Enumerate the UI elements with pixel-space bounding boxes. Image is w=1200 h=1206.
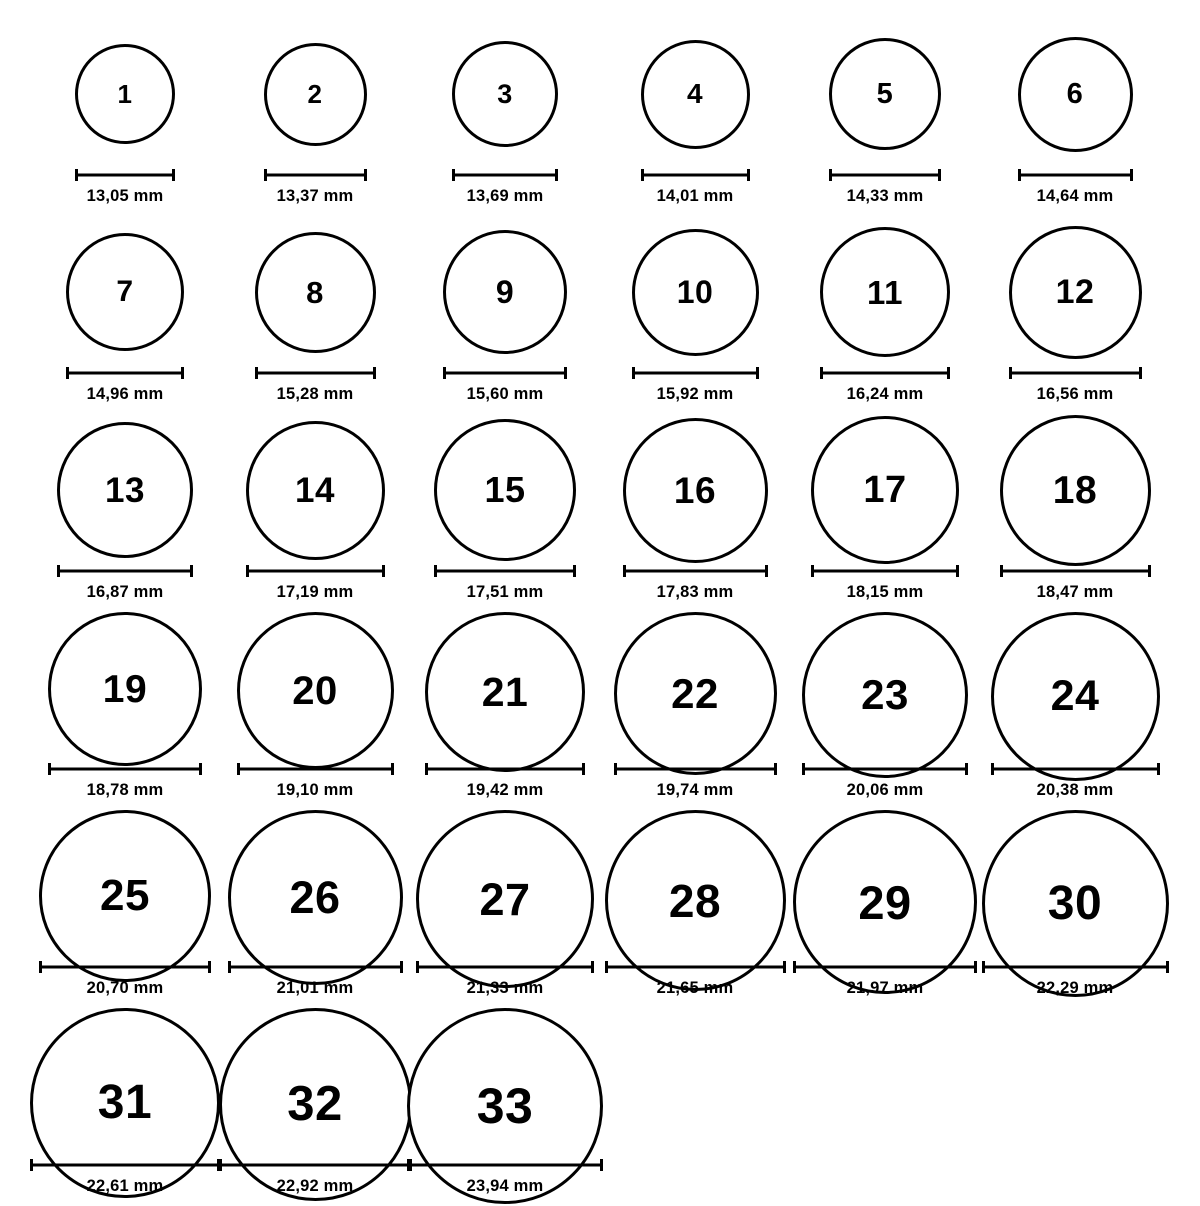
measure-cap-right <box>208 961 211 973</box>
measure-line <box>605 966 786 969</box>
measure-cap-left <box>605 961 608 973</box>
measure-cap-right <box>1148 565 1151 577</box>
measure-cap-left <box>66 367 69 379</box>
measure-cap-left <box>991 763 994 775</box>
measure-line <box>452 174 558 177</box>
measure-line <box>802 768 968 771</box>
ring-diameter-label: 14,33 mm <box>846 187 924 205</box>
ring-diameter-label: 13,69 mm <box>466 187 544 205</box>
measure-cap-right <box>172 169 175 181</box>
ring-size-label: 33 <box>476 1078 534 1134</box>
ring-diameter-label: 14,01 mm <box>656 187 734 205</box>
ring-measure-group <box>30 367 220 404</box>
ring-diameter-label: 18,15 mm <box>846 583 924 601</box>
measure-line <box>57 570 193 573</box>
ring-size-cell <box>980 612 1170 810</box>
ring-size-label: 30 <box>1047 876 1103 930</box>
measure-line <box>1018 174 1133 177</box>
ring-measure-group <box>30 565 220 602</box>
measure-bar-icon <box>66 367 184 379</box>
ring-diameter-label: 13,05 mm <box>86 187 164 205</box>
ring-size-cell <box>410 18 600 216</box>
measure-cap-left <box>1018 169 1021 181</box>
measure-line <box>991 768 1160 771</box>
measure-bar-icon <box>30 1159 220 1171</box>
measure-line <box>1009 372 1142 375</box>
measure-line <box>219 1164 412 1167</box>
measure-line <box>443 372 567 375</box>
measure-cap-right <box>974 961 977 973</box>
measure-line <box>982 966 1169 969</box>
ring-size-label: 18 <box>1052 468 1098 512</box>
measure-cap-left <box>632 367 635 379</box>
ring-diameter-label: 22,92 mm <box>276 1177 354 1195</box>
ring-size-cell <box>980 216 1170 414</box>
measure-cap-left <box>255 367 258 379</box>
measure-line <box>434 570 576 573</box>
ring-diameter-label: 14,96 mm <box>86 385 164 403</box>
ring-diameter-label: 16,56 mm <box>1036 385 1114 403</box>
measure-line <box>255 372 376 375</box>
ring-circle <box>452 41 558 147</box>
measure-cap-right <box>573 565 576 577</box>
ring-measure-group <box>980 961 1170 998</box>
ring-measure-group <box>410 367 600 404</box>
ring-measure-group <box>600 367 790 404</box>
ring-measure-group <box>220 1159 410 1196</box>
ring-size-cell <box>410 1008 600 1206</box>
measure-line <box>811 570 959 573</box>
ring-diameter-label: 20,70 mm <box>86 979 164 997</box>
measure-line <box>829 174 941 177</box>
ring-size-label: 20 <box>292 668 338 713</box>
ring-size-label: 31 <box>97 1076 153 1129</box>
ring-diameter-label: 20,06 mm <box>846 781 924 799</box>
measure-cap-right <box>600 1159 603 1171</box>
measure-cap-right <box>756 367 759 379</box>
ring-circle <box>829 38 941 150</box>
ring-size-cell <box>980 414 1170 612</box>
ring-size-cell <box>220 1008 410 1206</box>
measure-cap-right <box>783 961 786 973</box>
ring-circle <box>641 40 750 149</box>
ring-measure-group <box>600 565 790 602</box>
ring-size-label: 22 <box>671 669 719 717</box>
ring-size-cell <box>410 414 600 612</box>
measure-line <box>632 372 759 375</box>
measure-line <box>425 768 585 771</box>
measure-cap-left <box>246 565 249 577</box>
measure-cap-left <box>407 1159 410 1171</box>
measure-bar-icon <box>75 169 175 181</box>
measure-cap-left <box>452 169 455 181</box>
ring-circle <box>39 810 211 982</box>
ring-circle <box>614 612 777 775</box>
ring-measure-group <box>220 961 410 998</box>
ring-size-label: 11 <box>867 273 903 311</box>
ring-diameter-label: 15,28 mm <box>276 385 354 403</box>
ring-circle <box>48 612 202 766</box>
measure-bar-icon <box>982 961 1169 973</box>
ring-size-cell <box>980 810 1170 1008</box>
ring-size-cell <box>790 810 980 1008</box>
ring-measure-group <box>410 169 600 206</box>
ring-diameter-label: 19,42 mm <box>466 781 544 799</box>
ring-size-cell <box>980 18 1170 216</box>
measure-line <box>1000 570 1151 573</box>
measure-bar-icon <box>632 367 759 379</box>
measure-cap-right <box>555 169 558 181</box>
ring-size-cell <box>600 414 790 612</box>
ring-measure-group <box>790 961 980 998</box>
ring-size-label: 21 <box>481 668 529 715</box>
ring-diameter-label: 19,74 mm <box>656 781 734 799</box>
ring-circle <box>820 227 950 357</box>
ring-diameter-label: 22,61 mm <box>86 1177 164 1195</box>
ring-size-label: 4 <box>686 78 704 109</box>
ring-circle <box>1009 226 1142 359</box>
measure-bar-icon <box>1000 565 1151 577</box>
ring-circle <box>623 418 768 563</box>
measure-cap-right <box>1157 763 1160 775</box>
ring-size-cell <box>600 612 790 810</box>
ring-circle <box>1018 37 1133 152</box>
measure-line <box>820 372 950 375</box>
ring-size-label: 1 <box>117 79 133 109</box>
measure-bar-icon <box>219 1159 412 1171</box>
measure-bar-icon <box>811 565 959 577</box>
ring-circle <box>425 612 585 772</box>
ring-diameter-label: 13,37 mm <box>276 187 354 205</box>
ring-circle <box>57 422 193 558</box>
measure-line <box>641 174 750 177</box>
ring-measure-group <box>980 763 1170 800</box>
measure-cap-left <box>793 961 796 973</box>
measure-bar-icon <box>443 367 567 379</box>
measure-cap-right <box>747 169 750 181</box>
ring-size-label: 15 <box>484 469 526 510</box>
ring-diameter-label: 14,64 mm <box>1036 187 1114 205</box>
ring-size-cell <box>790 18 980 216</box>
measure-cap-right <box>1139 367 1142 379</box>
ring-circle <box>443 230 567 354</box>
ring-size-label: 14 <box>295 470 335 510</box>
ring-circle <box>264 43 367 146</box>
measure-cap-left <box>820 367 823 379</box>
measure-line <box>623 570 768 573</box>
ring-measure-group <box>220 169 410 206</box>
ring-measure-group <box>30 763 220 800</box>
measure-cap-right <box>1130 169 1133 181</box>
measure-cap-right <box>938 169 941 181</box>
measure-line <box>407 1164 603 1167</box>
ring-size-label: 10 <box>676 274 714 310</box>
measure-cap-right <box>391 763 394 775</box>
measure-line <box>66 372 184 375</box>
ring-size-label: 3 <box>497 78 513 109</box>
ring-size-label: 5 <box>876 77 894 110</box>
measure-cap-left <box>416 961 419 973</box>
measure-bar-icon <box>57 565 193 577</box>
ring-diameter-label: 21,01 mm <box>276 979 354 997</box>
ring-measure-group <box>600 961 790 998</box>
ring-measure-group <box>790 367 980 404</box>
ring-size-label: 7 <box>116 275 134 308</box>
measure-cap-left <box>811 565 814 577</box>
ring-size-cell <box>220 810 410 1008</box>
ring-diameter-label: 21,65 mm <box>656 979 734 997</box>
measure-cap-right <box>190 565 193 577</box>
ring-circle <box>811 416 959 564</box>
measure-cap-left <box>39 961 42 973</box>
ring-measure-group <box>410 1159 600 1196</box>
ring-size-label: 19 <box>102 667 148 711</box>
ring-diameter-label: 16,87 mm <box>86 583 164 601</box>
ring-size-cell <box>30 414 220 612</box>
ring-circle <box>237 612 394 769</box>
measure-cap-right <box>364 169 367 181</box>
ring-size-cell <box>30 1008 220 1206</box>
measure-cap-left <box>802 763 805 775</box>
measure-cap-right <box>382 565 385 577</box>
ring-size-cell <box>30 612 220 810</box>
ring-measure-group <box>980 169 1170 206</box>
ring-circle <box>434 419 576 561</box>
measure-cap-left <box>982 961 985 973</box>
ring-size-label: 27 <box>479 873 531 925</box>
measure-bar-icon <box>237 763 394 775</box>
ring-size-cell <box>600 216 790 414</box>
ring-size-label: 16 <box>673 469 717 511</box>
measure-cap-left <box>425 763 428 775</box>
measure-cap-left <box>434 565 437 577</box>
measure-bar-icon <box>829 169 941 181</box>
ring-size-label: 9 <box>495 274 515 310</box>
measure-line <box>614 768 777 771</box>
ring-size-label: 26 <box>289 872 341 923</box>
ring-measure-group <box>600 169 790 206</box>
ring-measure-group <box>790 565 980 602</box>
ring-size-cell <box>220 216 410 414</box>
ring-circle <box>228 810 403 985</box>
ring-size-cell <box>410 810 600 1008</box>
ring-circle <box>75 44 175 144</box>
ring-circle <box>802 612 968 778</box>
measure-cap-right <box>1166 961 1169 973</box>
ring-size-cell <box>220 612 410 810</box>
ring-diameter-label: 23,94 mm <box>466 1177 544 1195</box>
measure-cap-right <box>373 367 376 379</box>
ring-size-cell <box>410 612 600 810</box>
measure-line <box>39 966 211 969</box>
measure-cap-right <box>765 565 768 577</box>
measure-cap-right <box>564 367 567 379</box>
ring-measure-group <box>220 367 410 404</box>
ring-size-cell <box>30 216 220 414</box>
ring-size-cell <box>790 216 980 414</box>
measure-cap-right <box>582 763 585 775</box>
ring-diameter-label: 15,92 mm <box>656 385 734 403</box>
ring-circle <box>66 233 184 351</box>
measure-cap-left <box>219 1159 222 1171</box>
measure-line <box>246 570 385 573</box>
ring-diameter-label: 17,83 mm <box>656 583 734 601</box>
ring-diameter-label: 19,10 mm <box>276 781 354 799</box>
measure-cap-left <box>264 169 267 181</box>
ring-size-cell <box>600 810 790 1008</box>
measure-bar-icon <box>48 763 202 775</box>
measure-cap-left <box>641 169 644 181</box>
ring-size-label: 12 <box>1055 273 1095 311</box>
ring-measure-group <box>220 565 410 602</box>
ring-measure-group <box>980 367 1170 404</box>
measure-bar-icon <box>255 367 376 379</box>
ring-measure-group <box>410 763 600 800</box>
measure-line <box>793 966 977 969</box>
measure-cap-left <box>57 565 60 577</box>
measure-cap-left <box>48 763 51 775</box>
ring-size-label: 13 <box>105 470 145 510</box>
measure-cap-left <box>1000 565 1003 577</box>
measure-cap-right <box>181 367 184 379</box>
ring-diameter-label: 17,51 mm <box>466 583 544 601</box>
measure-cap-right <box>947 367 950 379</box>
ring-size-grid <box>0 18 1200 1206</box>
ring-diameter-label: 15,60 mm <box>466 385 544 403</box>
measure-cap-left <box>1009 367 1012 379</box>
ring-circle <box>991 612 1160 781</box>
measure-cap-right <box>199 763 202 775</box>
ring-measure-group <box>220 763 410 800</box>
ring-diameter-label: 18,47 mm <box>1036 583 1114 601</box>
ring-circle <box>632 229 759 356</box>
ring-measure-group <box>980 565 1170 602</box>
ring-measure-group <box>410 565 600 602</box>
measure-line <box>48 768 202 771</box>
ring-diameter-label: 21,97 mm <box>846 979 924 997</box>
measure-bar-icon <box>228 961 403 973</box>
measure-bar-icon <box>793 961 977 973</box>
ring-size-label: 24 <box>1050 672 1100 720</box>
ring-diameter-label: 20,38 mm <box>1036 781 1114 799</box>
measure-line <box>416 966 594 969</box>
measure-cap-right <box>400 961 403 973</box>
measure-bar-icon <box>416 961 594 973</box>
ring-diameter-label: 16,24 mm <box>846 385 924 403</box>
ring-size-label: 17 <box>863 469 907 511</box>
ring-diameter-label: 21,33 mm <box>466 979 544 997</box>
measure-cap-left <box>75 169 78 181</box>
ring-diameter-label: 17,19 mm <box>276 583 354 601</box>
ring-size-label: 28 <box>668 874 722 927</box>
measure-line <box>30 1164 220 1167</box>
ring-circle <box>246 421 385 560</box>
measure-line <box>237 768 394 771</box>
ring-size-cell <box>410 216 600 414</box>
ring-measure-group <box>790 763 980 800</box>
ring-circle <box>1000 415 1151 566</box>
ring-measure-group <box>410 961 600 998</box>
ring-circle <box>255 232 376 353</box>
measure-cap-right <box>591 961 594 973</box>
ring-size-label: 29 <box>858 875 912 929</box>
ring-size-cell <box>30 810 220 1008</box>
measure-bar-icon <box>614 763 777 775</box>
measure-cap-right <box>774 763 777 775</box>
ring-measure-group <box>30 169 220 206</box>
ring-measure-group <box>30 1159 220 1196</box>
ring-size-label: 2 <box>307 79 323 109</box>
ring-diameter-label: 18,78 mm <box>86 781 164 799</box>
ring-size-cell <box>220 414 410 612</box>
measure-line <box>228 966 403 969</box>
measure-bar-icon <box>1018 169 1133 181</box>
measure-line <box>264 174 367 177</box>
ring-size-label: 6 <box>1066 77 1084 110</box>
measure-bar-icon <box>641 169 750 181</box>
ring-size-cell <box>30 18 220 216</box>
measure-bar-icon <box>452 169 558 181</box>
measure-cap-left <box>623 565 626 577</box>
measure-bar-icon <box>246 565 385 577</box>
measure-bar-icon <box>264 169 367 181</box>
ring-diameter-label: 22,29 mm <box>1036 979 1114 997</box>
ring-measure-group <box>600 763 790 800</box>
measure-line <box>75 174 175 177</box>
measure-bar-icon <box>820 367 950 379</box>
measure-bar-icon <box>407 1159 603 1171</box>
measure-bar-icon <box>623 565 768 577</box>
measure-bar-icon <box>802 763 968 775</box>
ring-size-label: 8 <box>306 274 324 310</box>
measure-bar-icon <box>434 565 576 577</box>
measure-bar-icon <box>991 763 1160 775</box>
ring-size-label: 23 <box>861 671 909 718</box>
ring-size-cell <box>220 18 410 216</box>
ring-size-cell <box>790 612 980 810</box>
measure-cap-left <box>443 367 446 379</box>
measure-bar-icon <box>605 961 786 973</box>
measure-bar-icon <box>39 961 211 973</box>
measure-cap-left <box>237 763 240 775</box>
measure-cap-left <box>30 1159 33 1171</box>
ring-measure-group <box>30 961 220 998</box>
ring-size-label: 25 <box>100 871 150 920</box>
ring-size-cell <box>600 18 790 216</box>
measure-cap-left <box>228 961 231 973</box>
measure-cap-left <box>614 763 617 775</box>
measure-bar-icon <box>425 763 585 775</box>
measure-bar-icon <box>1009 367 1142 379</box>
measure-cap-right <box>956 565 959 577</box>
measure-cap-right <box>965 763 968 775</box>
measure-cap-left <box>829 169 832 181</box>
ring-size-cell <box>790 414 980 612</box>
ring-size-label: 32 <box>287 1077 343 1131</box>
ring-measure-group <box>790 169 980 206</box>
